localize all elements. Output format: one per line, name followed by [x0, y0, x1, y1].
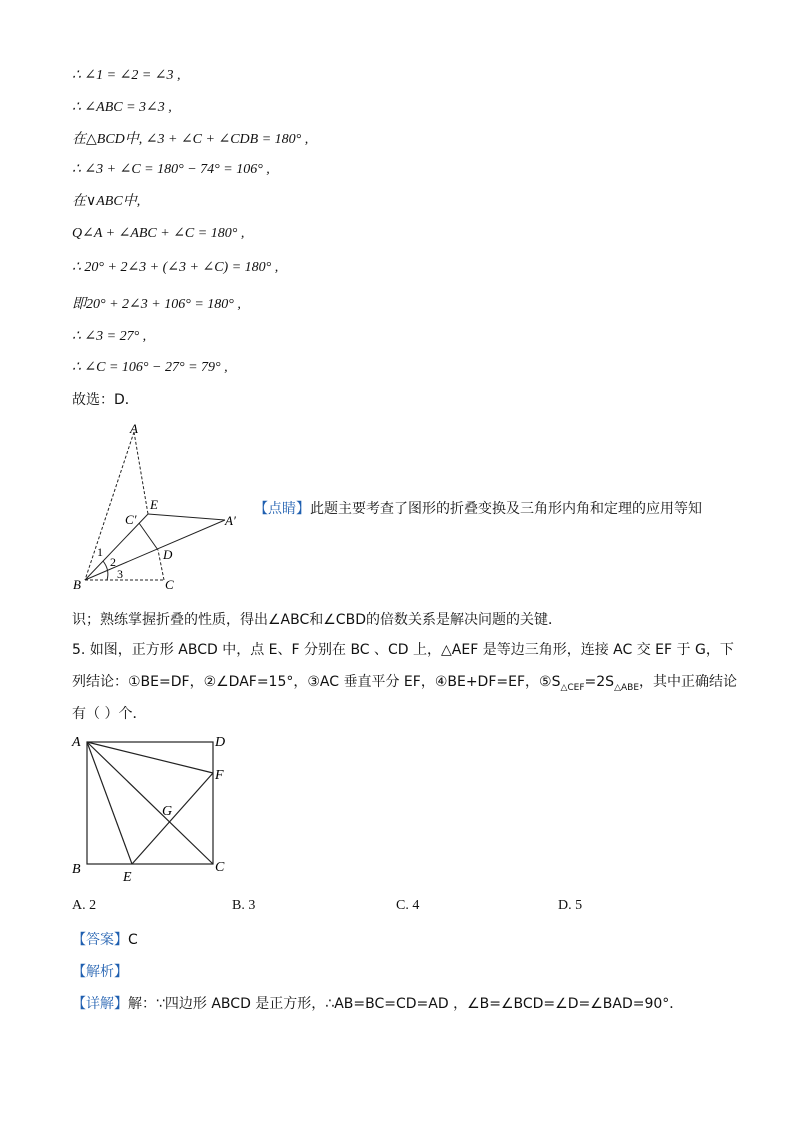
fig1-line-CprimeD: [139, 523, 158, 550]
comment-text-1: 此题主要考查了图形的折叠变换及三角形内角和定理的应用等知: [310, 501, 702, 517]
fig2-line-EF: [132, 773, 213, 864]
solution-line-4: ∴ ∠3 + ∠C = 180° − 74° = 106° ,: [72, 162, 270, 177]
fig2-line-AE: [87, 742, 132, 864]
fig1-line-BAprime: [85, 520, 225, 580]
solution-line-10: ∴ ∠C = 106° − 27° = 79° ,: [72, 360, 228, 375]
solution-line-1: ∴ ∠1 = ∠2 = ∠3 ,: [72, 68, 181, 83]
answer-value: C: [128, 932, 138, 948]
fig1-angle-arc: [103, 561, 108, 580]
choice-d: D. 5: [558, 898, 583, 913]
fig1-label-Aprime: A′: [225, 513, 236, 528]
fig2-label-A: A: [72, 735, 81, 750]
figure-folded-triangle: [68, 420, 248, 595]
answer-line: [72, 930, 138, 950]
solution-line-7: ∴ 20° + 2∠3 + (∠3 + ∠C) = 180° ,: [72, 260, 279, 275]
fig1-label-3: 3: [117, 567, 123, 581]
fig2-label-C: C: [215, 860, 225, 875]
fig2-label-E: E: [123, 870, 132, 885]
detail-line: [72, 994, 683, 1014]
solution-line-5: 在∨ABC中,: [72, 194, 141, 209]
fig2-line-AC: [87, 742, 213, 864]
answer-tag: 【答案】: [72, 932, 128, 948]
question-line-3: 有（ ）个．: [72, 706, 147, 722]
question-line-1: 5. 如图，正方形 ABCD 中，点 E、F 分别在 BC 、CD 上，△AEF 是等边三角形，连接 AC 交 EF 于 G，下: [72, 642, 734, 658]
fig2-label-B: B: [72, 862, 81, 877]
solution-line-3: 在△BCD中, ∠3 + ∠C + ∠CDB = 180° ,: [72, 132, 309, 147]
solution-line-11: 故选：D．: [72, 392, 139, 408]
fig1-label-Cprime: C′: [125, 512, 137, 527]
fig2-label-F: F: [215, 768, 224, 783]
fig1-label-1: 1: [97, 545, 103, 559]
fig1-label-2: 2: [110, 555, 116, 569]
analysis-line: [72, 962, 128, 982]
fig1-label-E: E: [150, 497, 158, 512]
fig1-label-A: A: [130, 421, 138, 436]
solution-line-6: Q∠A + ∠ABC + ∠C = 180° ,: [72, 226, 245, 241]
fig1-line-EAprime: [148, 514, 225, 520]
choice-b: B. 3: [232, 898, 256, 913]
choice-a: A. 2: [72, 898, 97, 913]
fig1-line-AE: [134, 432, 148, 514]
analysis-tag: 【解析】: [72, 964, 128, 980]
detail-text: 解：∵四边形 ABCD 是正方形，∴AB=BC=CD=AD ，∠B=∠BCD=∠D=∠BAD=90°．: [128, 996, 684, 1012]
figure-square: [68, 730, 248, 885]
comment-line-2: 识；熟练掌握折叠的性质，得出∠ABC和∠CBD的倍数关系是解决问题的关键．: [72, 612, 562, 628]
solution-line-8: 即20° + 2∠3 + 106° = 180° ,: [72, 297, 241, 312]
solution-line-9: ∴ ∠3 = 27° ,: [72, 329, 147, 344]
solution-line-2: ∴ ∠ABC = 3∠3 ,: [72, 100, 172, 115]
fig2-label-D: D: [215, 735, 226, 750]
fig2-label-G: G: [162, 804, 173, 819]
detail-tag: 【详解】: [72, 996, 128, 1012]
question-line-2: 列结论：①BE=DF，②∠DAF=15°，③AC 垂直平分 EF，④BE+DF=EF，$⑤S_{\triangle CEF}=2S_{\triangle ABE}$，其中正确结论: [72, 674, 738, 693]
choice-c: C. 4: [396, 898, 420, 913]
comment-line-1: [254, 499, 702, 519]
fig1-label-B: B: [73, 577, 81, 592]
fig1-label-C: C: [165, 577, 174, 592]
fig1-label-D: D: [163, 547, 173, 562]
comment-tag: 【点睛】: [254, 501, 310, 517]
fig2-line-AF: [87, 742, 213, 773]
